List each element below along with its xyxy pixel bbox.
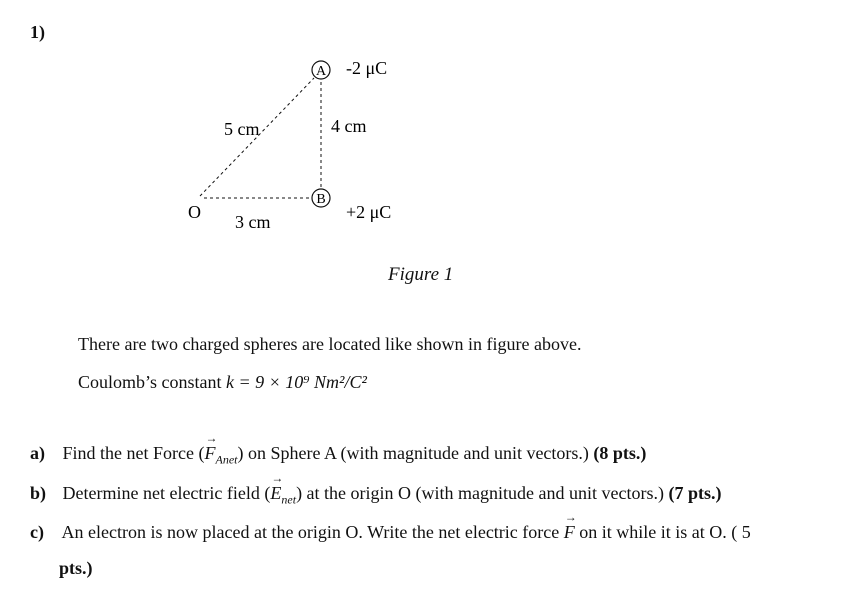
problem-number: 1)	[30, 22, 45, 42]
coulomb-prefix: Coulomb’s constant	[78, 372, 222, 392]
force-subscript: Anet	[215, 452, 238, 467]
field-subscript: net	[281, 492, 297, 507]
part-a-label: a)	[30, 443, 45, 463]
part-b-label: b)	[30, 483, 47, 503]
part-a-text2: ) on Sphere A (with magnitude and unit vectors.)	[237, 443, 589, 463]
field-vector-symbol: → E	[270, 471, 284, 503]
charge-b: +2 μC	[346, 202, 392, 222]
part-c-points: pts.)	[59, 558, 93, 578]
coulomb-formula: k = 9 × 10⁹ Nm²/C²	[226, 372, 367, 392]
dist-ob-label: 3 cm	[235, 212, 271, 232]
charge-a: -2 μC	[346, 58, 388, 78]
coulomb-line	[78, 372, 367, 393]
electron-force-vector-symbol: → F	[563, 510, 577, 542]
part-c-text2: on it while it is at O. ( 5	[579, 522, 751, 542]
sphere-b-label: B	[316, 192, 326, 207]
part-c-label: c)	[30, 522, 44, 542]
part-b-points: (7 pts.)	[668, 483, 722, 503]
part-a-points: (8 pts.)	[593, 443, 647, 463]
figure-caption: Figure 1	[388, 264, 454, 285]
part-a	[30, 431, 850, 468]
force-vector-symbol: → F	[204, 431, 218, 463]
dist-oa-label: 5 cm	[224, 119, 260, 139]
part-c-text1: An electron is now placed at the origin O. Write the net electric force	[61, 522, 560, 542]
sphere-a-label: A	[315, 64, 327, 79]
origin-label: O	[188, 202, 201, 222]
dist-ab-label: 4 cm	[331, 116, 367, 136]
intro-text: There are two charged spheres are located like shown in figure above.	[78, 334, 582, 354]
part-b	[30, 471, 850, 508]
part-a-text1: Find the net Force (	[62, 443, 205, 463]
part-b-text1: Determine net electric field (	[62, 483, 271, 503]
part-b-text2: ) at the origin O (with magnitude and unit vectors.)	[296, 483, 664, 503]
part-c	[30, 510, 850, 543]
